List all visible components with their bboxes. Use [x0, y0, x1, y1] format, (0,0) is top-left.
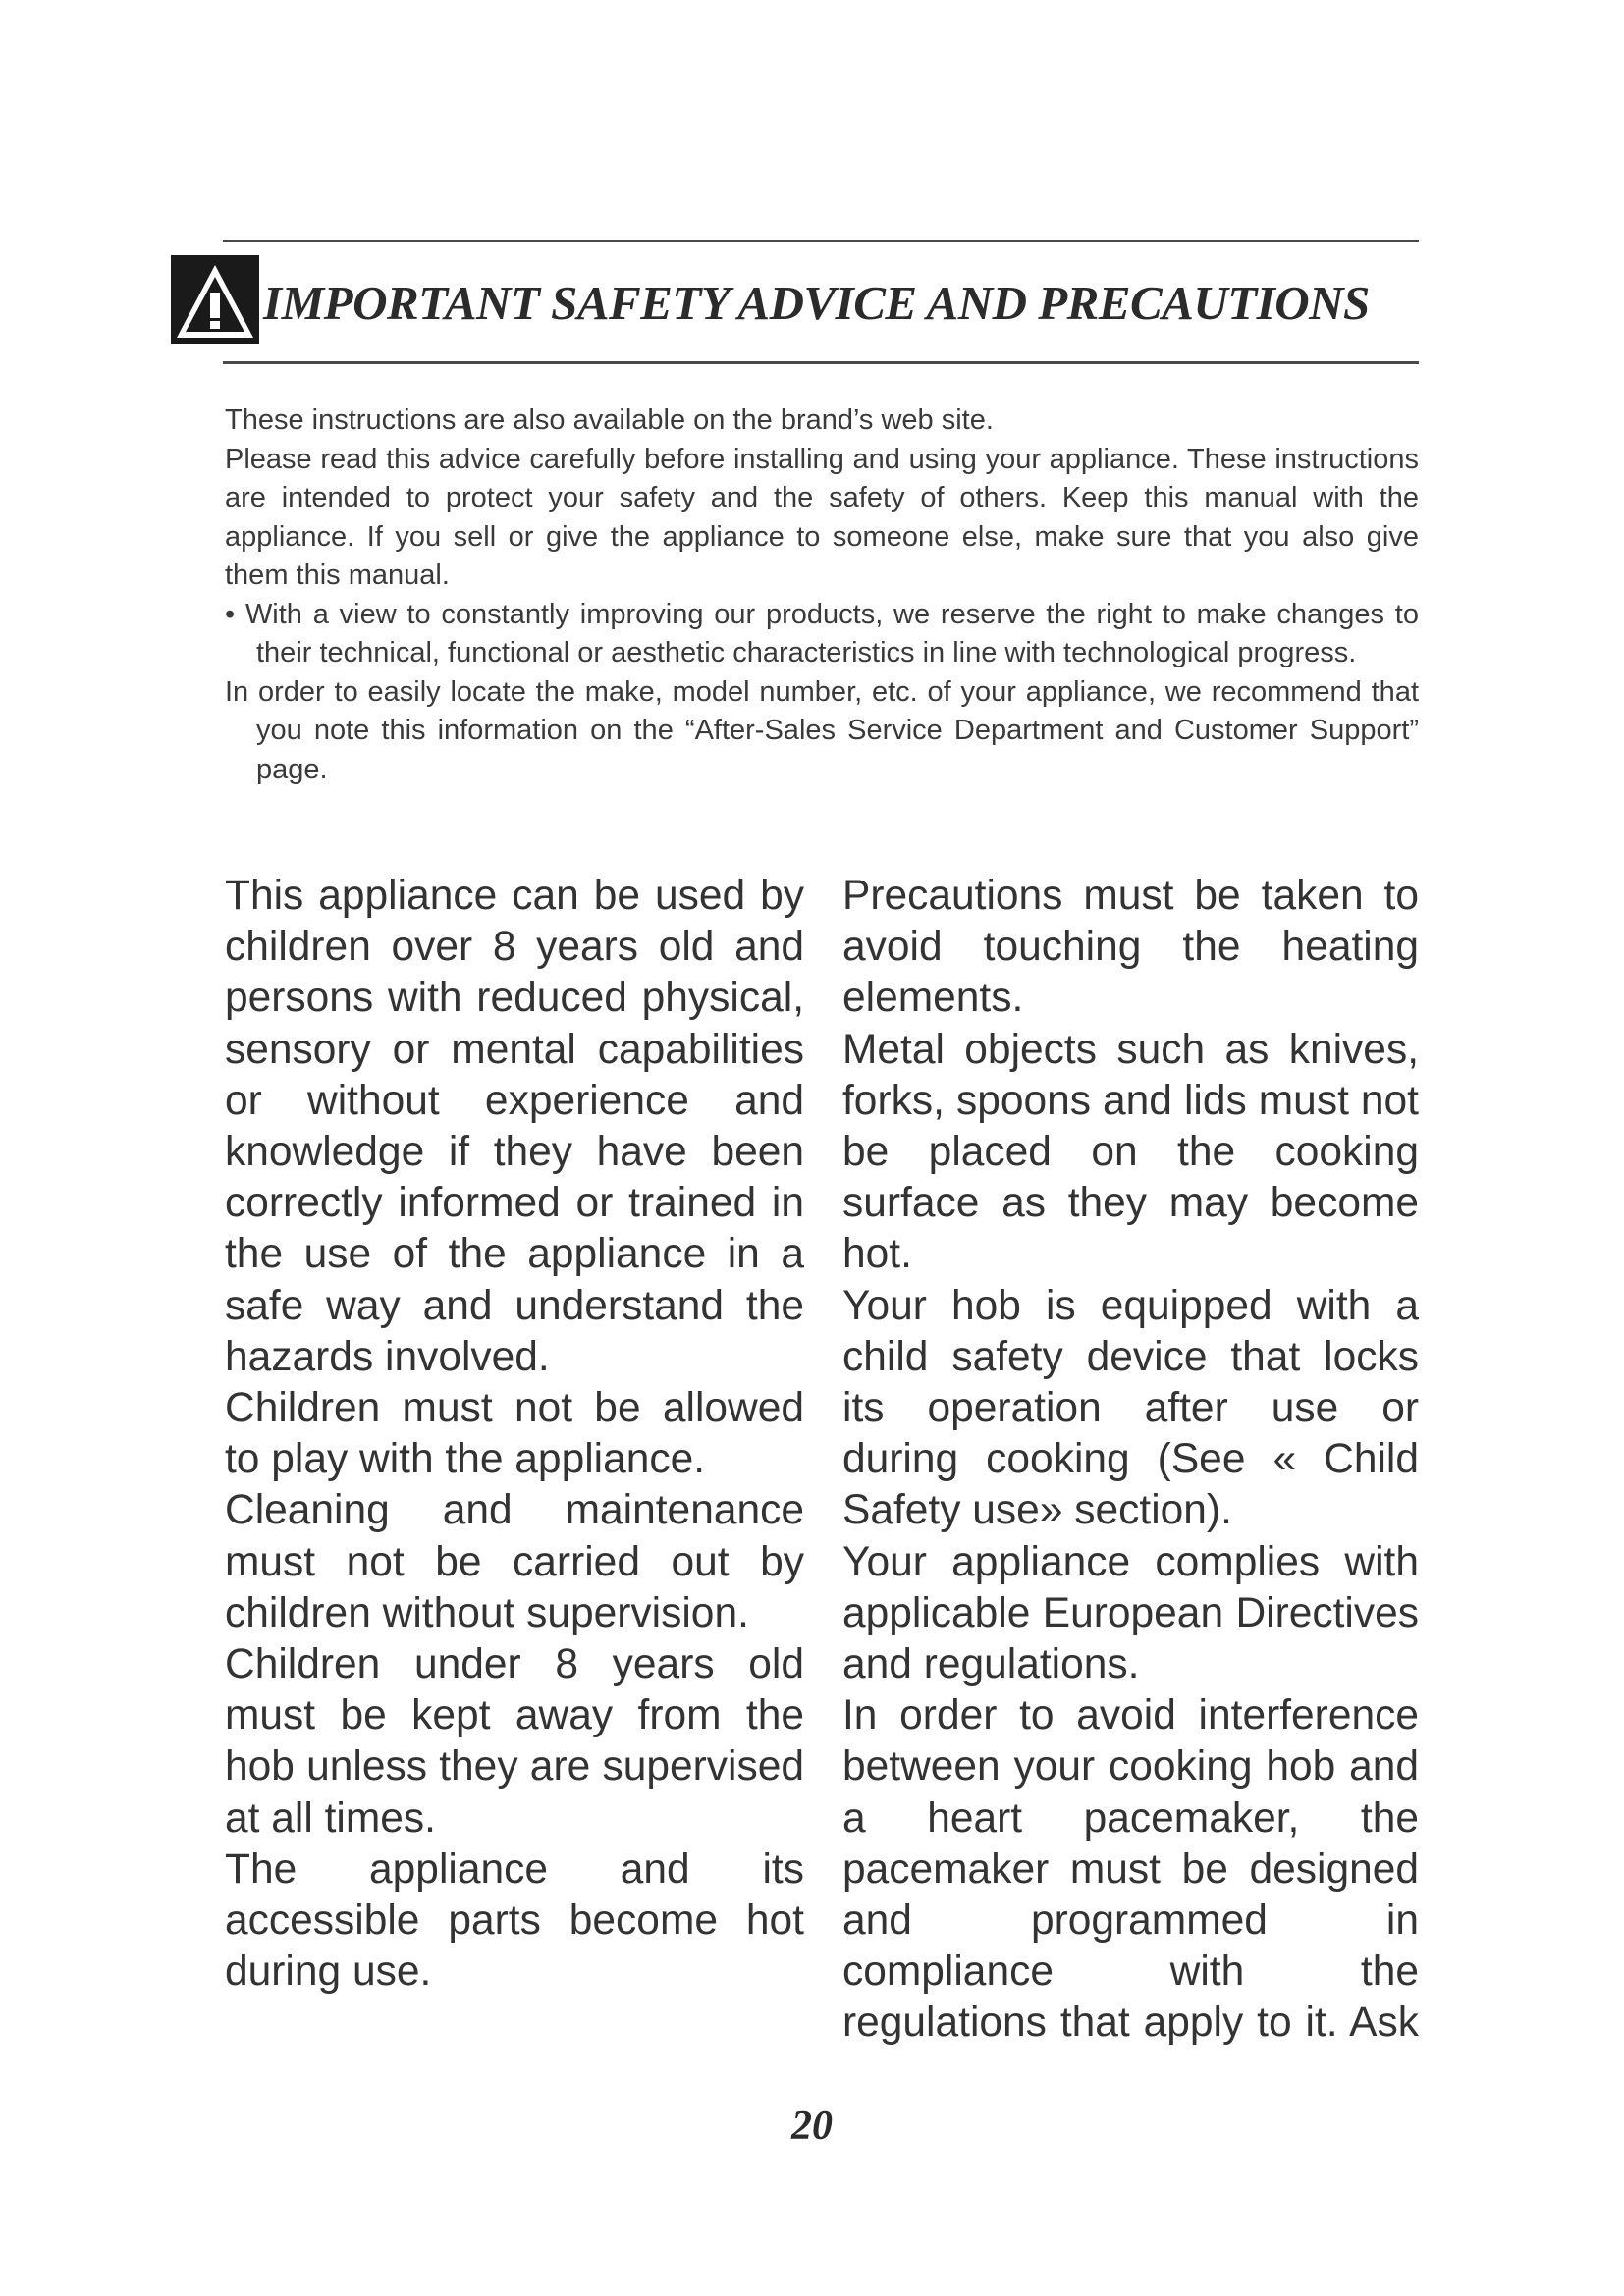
- header-top-rule: [223, 240, 1419, 242]
- left-paragraph-cleaning: Cleaning and maintenance must not be carried out by children without supervision.: [225, 1487, 804, 1636]
- left-paragraph-under-8: Children under 8 years old must be kept away from the hob unless they are supervised at all times.: [225, 1641, 804, 1842]
- page-number: 20: [791, 2104, 833, 2149]
- left-paragraph-children-persons: This appliance can be used by children over 8 years old and persons with reduced physical, sensory or mental capabilities or without experience and knowledge if they have been correctly informed or trained in the use of the appliance in a safe way and understand the hazards involved.: [225, 873, 804, 1380]
- page-title: IMPORTANT SAFETY ADVICE AND PRECAUTIONS: [263, 276, 1370, 330]
- right-paragraph-directives: Your appliance complies with applicable European Directives and regulations.: [842, 1538, 1419, 1688]
- warning-icon: [171, 255, 259, 344]
- right-paragraph-child-safety: Your hob is equipped with a child safety device that locks its operation after use or during cooking (See « Child Safety use» section).: [842, 1282, 1419, 1534]
- intro-section: [225, 401, 1419, 789]
- right-paragraph-metal-objects: Metal objects such as knives, forks, spoons and lids must not be placed on the cooking surface as they may become hot.: [842, 1026, 1419, 1278]
- left-paragraph-hot-parts: The appliance and its accessible parts become hot during use.: [225, 1845, 804, 1996]
- right-paragraph-pacemaker: In order to avoid interference between your cooking hob and a heart pacemaker, the pacemaker must be designed and programmed in compliance with the regulations that apply to it. Ask: [842, 1692, 1419, 2047]
- header-bottom-rule: [223, 361, 1419, 364]
- intro-improvement-bullet: • With a view to constantly improving our products, we reserve the right to make changes to their technical, functional or aesthetic characteristics in line with technological progress.: [225, 598, 1419, 668]
- right-paragraph-heating-elements: Precautions must be taken to avoid touching the heating elements.: [842, 873, 1419, 1022]
- intro-read-advice-paragraph: Please read this advice carefully before installing and using your appliance. These instructions are intended to protect your safety and the safety of others. Keep this manual with the appliance. If you sell or give the appliance to someone else, make sure that you also give them this manual.: [225, 443, 1419, 591]
- intro-locate-model-paragraph: In order to easily locate the make, model number, etc. of your appliance, we recommend that you note this information on the “After-Sales Service Department and Customer Support” page.: [225, 675, 1419, 785]
- intro-web-site-line: These instructions are also available on the brand’s web site.: [225, 404, 994, 436]
- left-column: [225, 871, 804, 1998]
- left-paragraph-no-play: Children must not be allowed to play with the appliance.: [225, 1385, 804, 1483]
- right-column: [842, 871, 1419, 2050]
